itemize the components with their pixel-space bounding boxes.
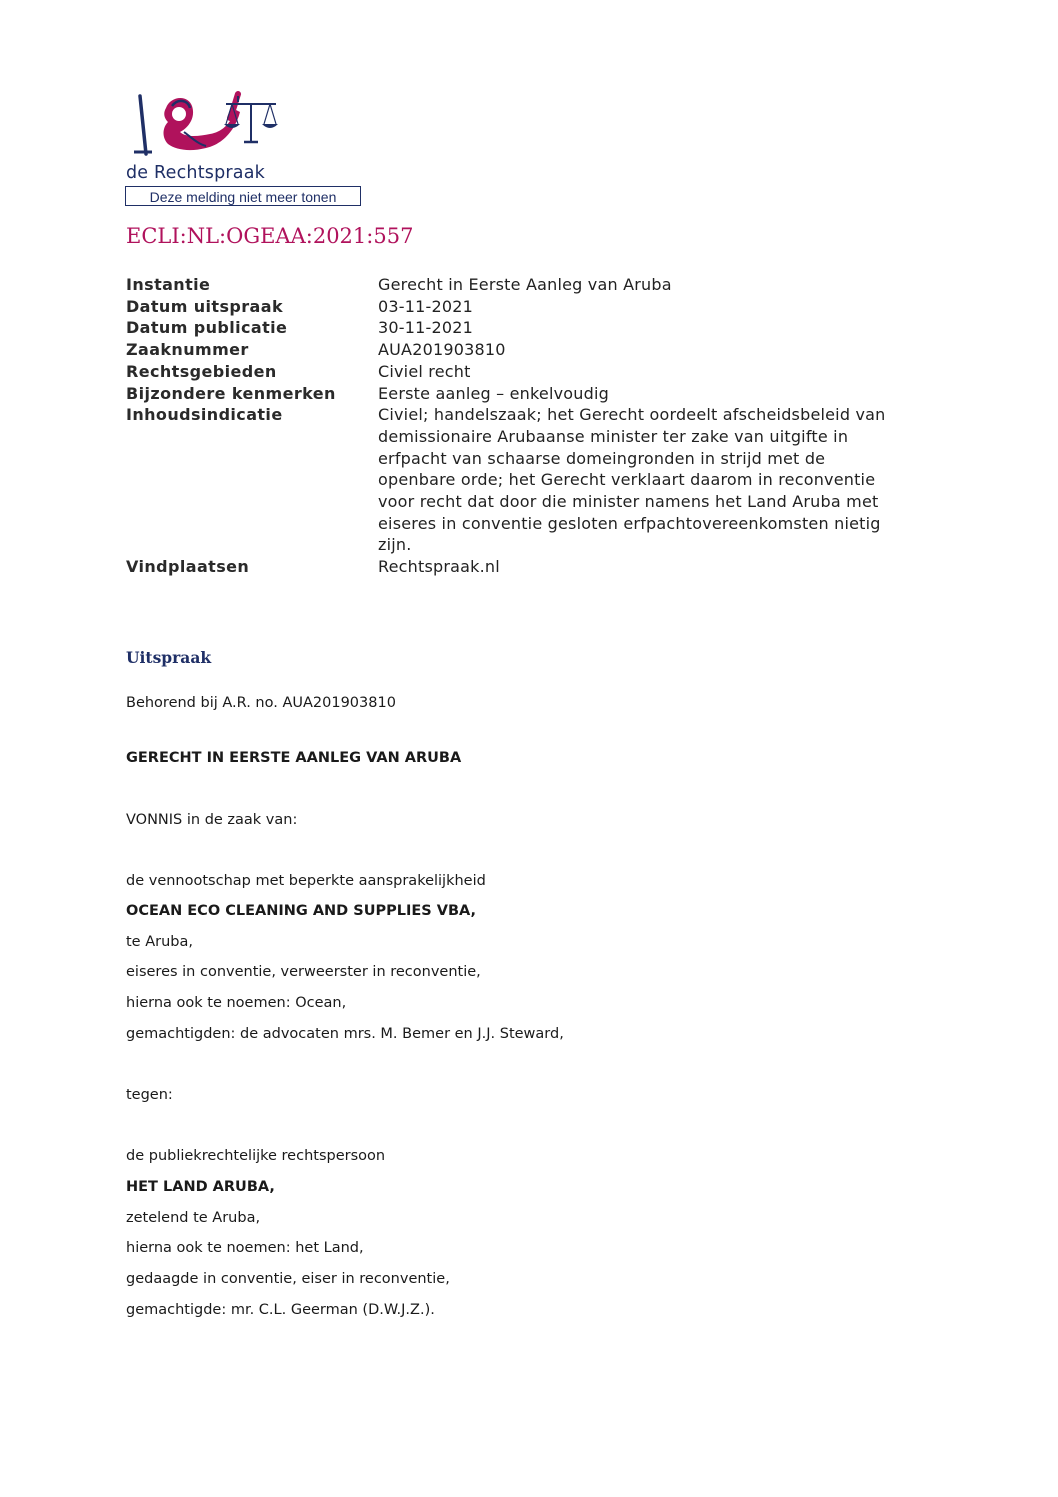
meta-label: Instantie — [126, 275, 211, 294]
logo-wordmark: de Rechtspraak — [126, 163, 265, 183]
meta-value: Civiel recht — [378, 361, 471, 381]
meta-value: 30-11-2021 — [378, 318, 473, 338]
against-line: tegen: — [126, 1087, 173, 1103]
party2-place: zetelend te Aruba, — [126, 1210, 261, 1226]
meta-label: Vindplaatsen — [126, 557, 250, 577]
meta-value: Civiel; handelszaak; het Gerecht oordeelt afscheidsbeleid van demissionaire Arubaanse minister ter zake van uitgifte in erfpacht van schaarse domeingronden in strijd met de openbare orde; het Gerecht verklaart daarom in reconventie voor recht dat door die minister namens het Land Aruba met eiseres in conventie gesloten erfpachtovereenkomsten nietig zijn. — [378, 405, 886, 555]
party2-alias: hierna ook te noemen: het Land, — [126, 1240, 364, 1256]
meta-label: Datum publicatie — [126, 318, 288, 338]
meta-label: Zaaknummer — [126, 340, 249, 360]
metadata-table — [126, 274, 906, 578]
meta-label: Rechtsgebieden — [126, 361, 277, 381]
meta-row-inhoudsindicatie — [126, 404, 906, 556]
dismiss-notice-button[interactable]: Deze melding niet meer tonen — [125, 186, 361, 206]
court-heading: GERECHT IN EERSTE AANLEG VAN ARUBA — [126, 750, 462, 766]
meta-value: Rechtspraak.nl — [378, 557, 500, 577]
meta-label: Datum uitspraak — [126, 296, 283, 316]
ecli-identifier: ECLI:NL:OGEAA:2021:557 — [126, 224, 414, 248]
party2-role: gedaagde in conventie, eiser in reconventie, — [126, 1271, 450, 1287]
ar-reference: Behorend bij A.R. no. AUA201903810 — [126, 695, 396, 711]
vonnis-line: VONNIS in de zaak van: — [126, 812, 298, 828]
rechtspraak-logo — [126, 88, 286, 160]
meta-label: Bijzondere kenmerken — [126, 383, 336, 403]
meta-row-vindplaatsen — [126, 556, 906, 578]
meta-row-datum-publicatie — [126, 317, 906, 339]
meta-value: AUA201903810 — [378, 340, 506, 360]
meta-value: Eerste aanleg – enkelvoudig — [378, 383, 609, 403]
party1-alias: hierna ook te noemen: Ocean, — [126, 995, 347, 1011]
party2-name: HET LAND ARUBA, — [126, 1179, 275, 1195]
party2-counsel: gemachtigde: mr. C.L. Geerman (D.W.J.Z.). — [126, 1302, 435, 1318]
party2-type: de publiekrechtelijke rechtspersoon — [126, 1148, 386, 1164]
party1-counsel: gemachtigden: de advocaten mrs. M. Bemer en J.J. Steward, — [126, 1026, 564, 1042]
meta-label: Inhoudsindicatie — [126, 405, 283, 425]
meta-value: 03-11-2021 — [378, 296, 473, 316]
party1-name: OCEAN ECO CLEANING AND SUPPLIES VBA, — [126, 903, 477, 919]
meta-row-datum-uitspraak — [126, 296, 906, 318]
party1-place: te Aruba, — [126, 934, 193, 950]
meta-value: Gerecht in Eerste Aanleg van Aruba — [378, 275, 672, 294]
meta-row-zaaknummer — [126, 339, 906, 361]
party1-role: eiseres in conventie, verweerster in reconventie, — [126, 964, 481, 980]
meta-row-instantie — [126, 274, 906, 296]
party1-type: de vennootschap met beperkte aansprakelijkheid — [126, 873, 486, 889]
meta-row-bijzondere-kenmerken — [126, 383, 906, 405]
section-title-uitspraak: Uitspraak — [126, 648, 212, 667]
meta-row-rechtsgebieden — [126, 361, 906, 383]
